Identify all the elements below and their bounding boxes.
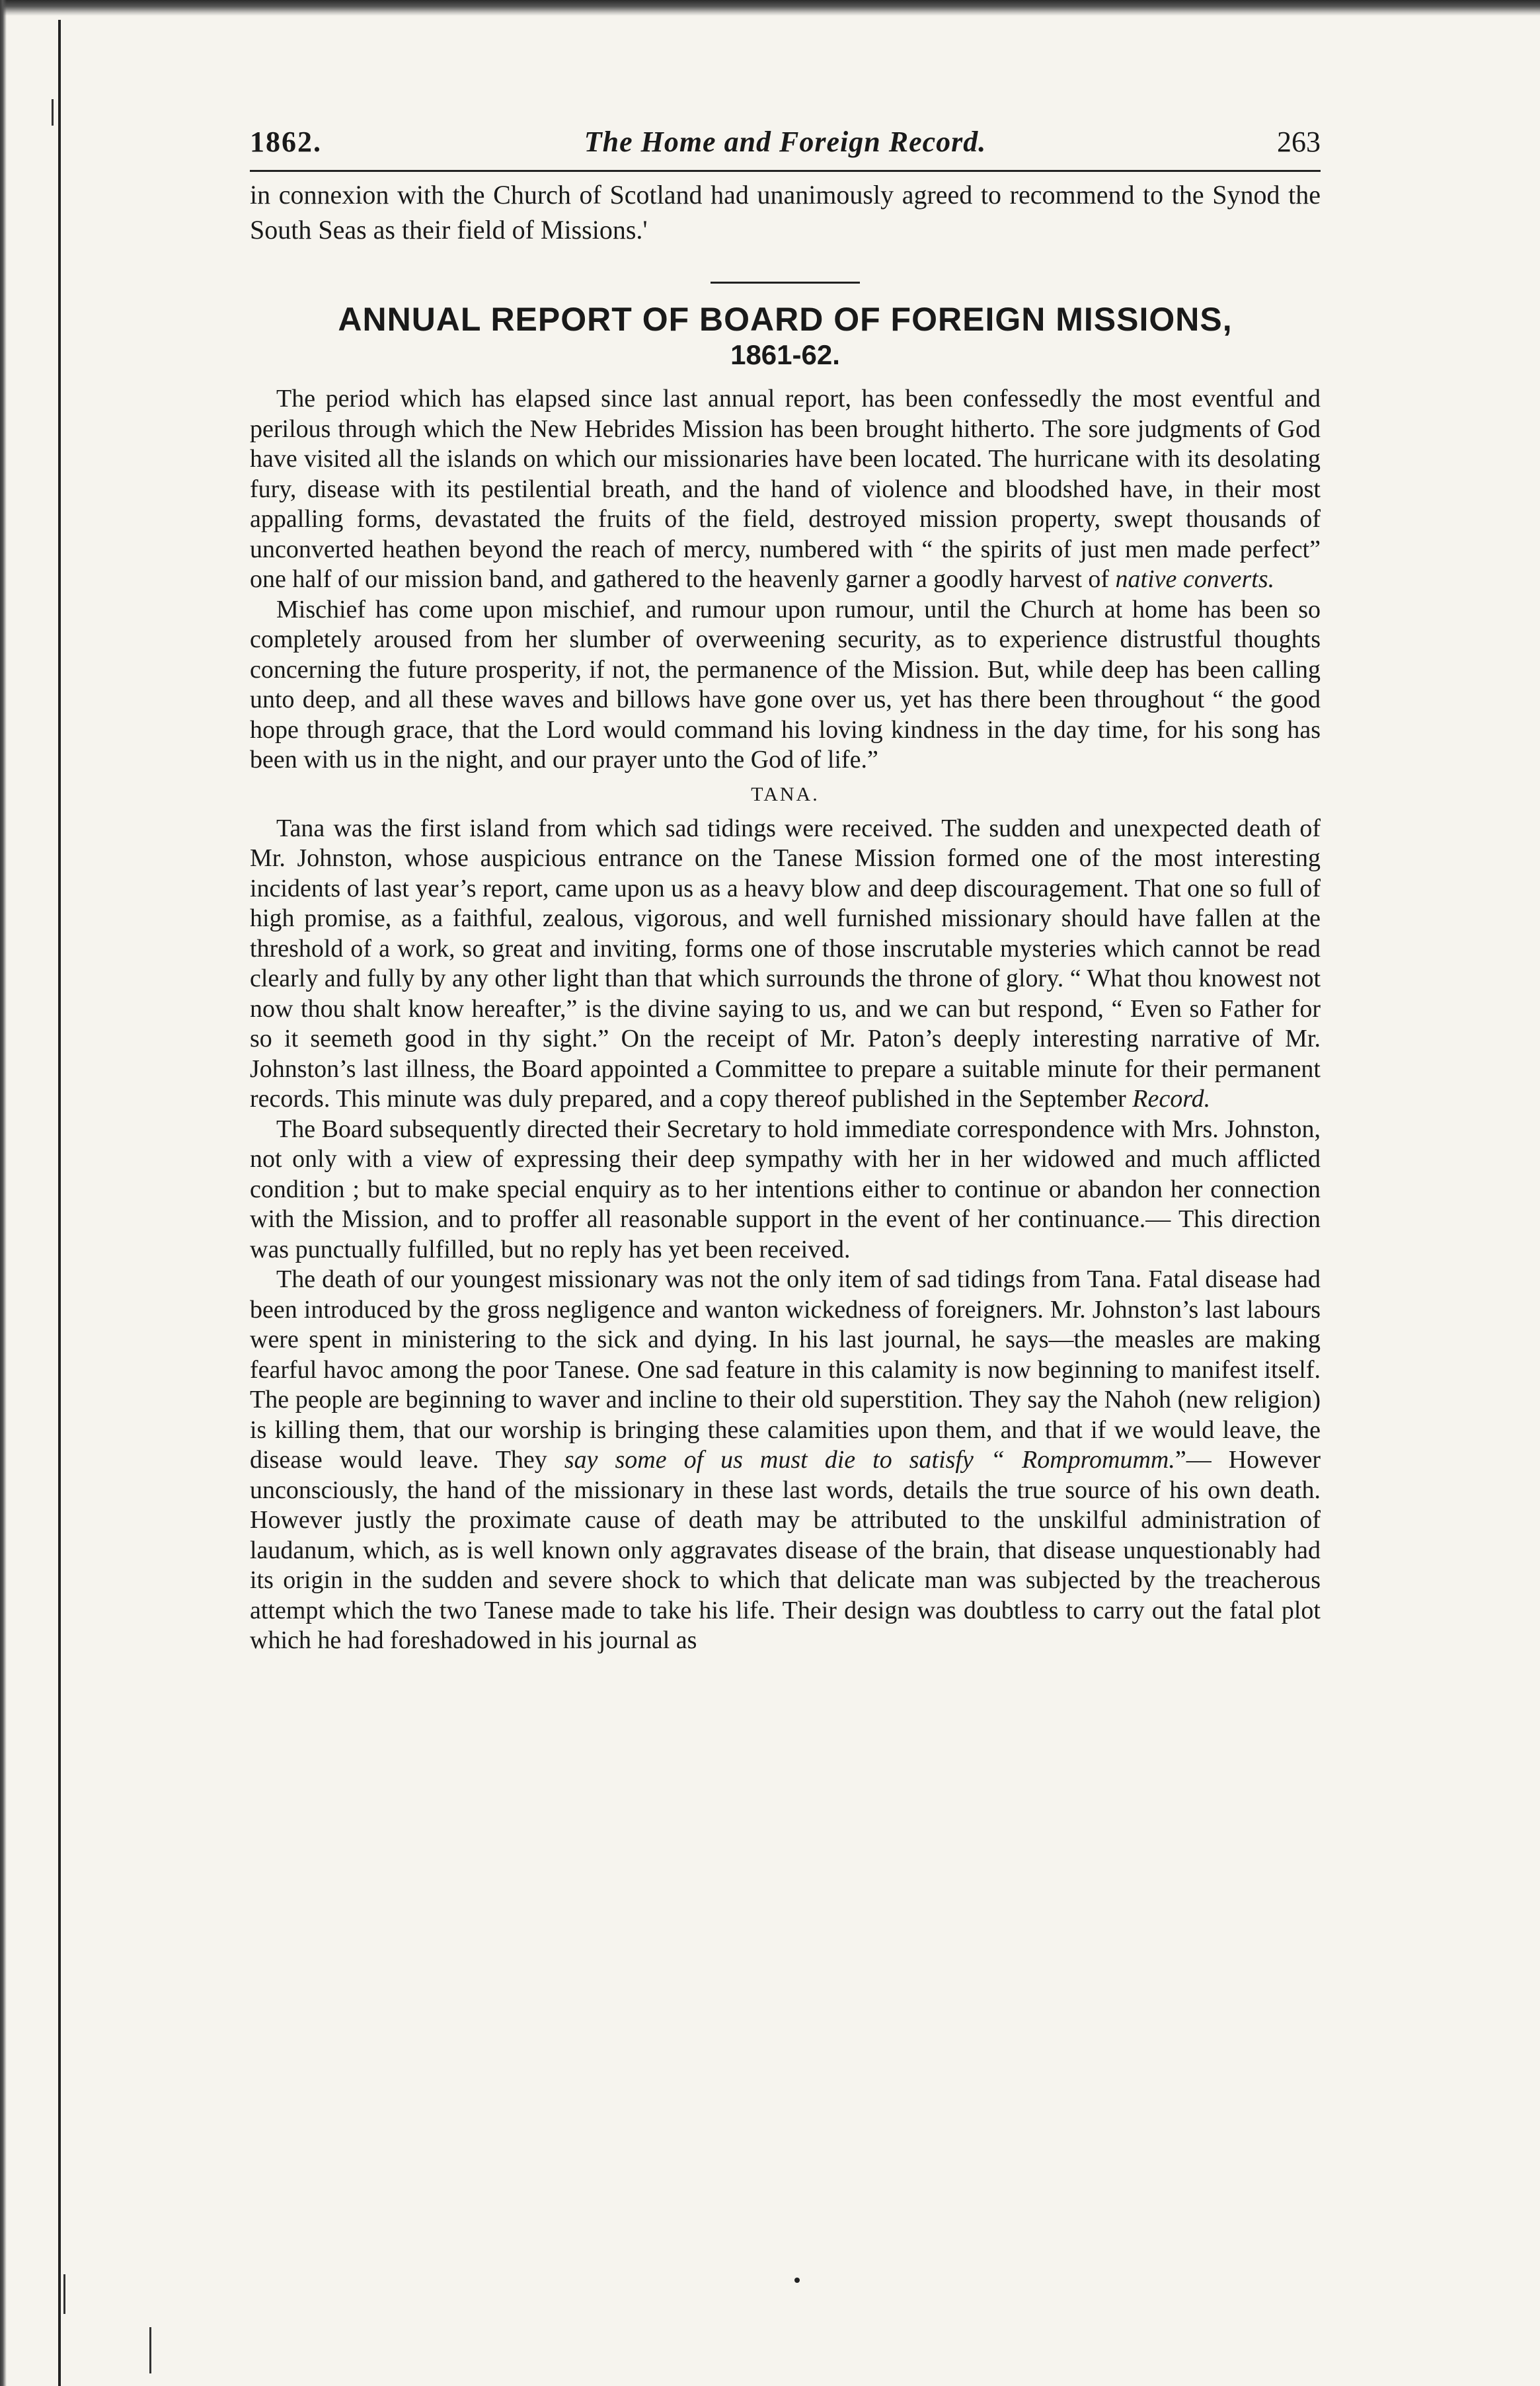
tana-paragraph: The Board subsequently directed their Secretary to hold immediate correspondence with Mrs. Johnston, not only with a view of expressing their deep sympathy with her in her widowed and much afflicted condition ; but to make special enquiry as to her intentions either to continue or abandon her connection with the Mission, and to proffer all reasonable support in the event of her continuance.— This direction was punctually fulfilled, but no reply has yet been received. [250, 1115, 1321, 1263]
header-rule [250, 170, 1321, 172]
print-speck [794, 2278, 800, 2283]
document-page [250, 122, 1321, 1656]
report-paragraph-text: The period which has elapsed since last annual report, has been confessedly the most eventful and perilous through which the New Hebrides Mission has been brought hitherto. The sore judgments of God have visited all the islands on which our missionaries have been located. The hurricane with its desolating fury, disease with its pestilential breath, and the hand of violence and bloodshed have, in their most appalling forms, devastated the fruits of the field, destroyed mission property, swept thousands of unconverted heathen beyond the reach of mercy, numbered with “ the spirits of just men made perfect” one half of our mission band, and gathered to the heavenly garner a goodly harvest of [250, 385, 1321, 593]
section-divider [711, 282, 860, 284]
tana-paragraph [250, 1265, 1321, 1656]
tana-paragraph-text: Tana was the first island from which sad tidings were received. The sudden and unexpected death of Mr. Johnston, whose auspicious entrance on the Tanese Mission formed one of the most interesting incidents of last year’s report, came upon us as a heavy blow and deep discouragement. That one so full of high promise, as a faithful, zealous, vigorous, and well furnished missionary should have fallen at the threshold of a work, so great and inviting, forms one of those inscrutable mysteries which cannot be read clearly and fully by any other light than that which surrounds the throne of glory. “ What thou knowest not now thou shalt know hereafter,” is the divine saying to us, and we can but respond, “ Even so Father for so it seemeth good in thy sight.” On the receipt of Mr. Paton’s deeply interesting narrative of Mr. Johnston’s last illness, the Board appointed a Committee to prepare a suitable minute for their permanent records. This minute was duly prepared, and a copy thereof published in the September [250, 814, 1321, 1113]
header-page-number: 263 [1277, 126, 1321, 158]
tana-paragraph-italic: say some of us must die to satisfy “ Rompromumm. [564, 1446, 1175, 1474]
tana-paragraph-text: ”— However unconsciously, the hand of the missionary in these last words, details the true source of his own death. However justly the proximate cause of death may be attributed to the unskilful administration of laudanum, which, as is well known only aggravates disease of the brain, that disease unquestionably had its origin in the sudden and severe shock to which that delicate man was subjected by the treacherous attempt which the two Tanese made to take his life. Their design was doubtless to carry out the fatal plot which he had foreshadowed in his journal as [250, 1446, 1321, 1654]
gutter-mark [149, 2327, 151, 2373]
header-journal-title: The Home and Foreign Record. [584, 126, 987, 158]
tana-paragraph-italic: Record. [1132, 1085, 1211, 1113]
report-years: 1861-62. [730, 339, 840, 370]
scan-top-edge [0, 0, 1540, 16]
running-head [250, 122, 1321, 170]
scan-left-edge [0, 0, 26, 2386]
tana-paragraph [250, 814, 1321, 1115]
header-year: 1862. [250, 126, 322, 158]
intro-paragraph: in connexion with the Church of Scotland had unanimously agreed to recommend to the Synod the South Seas as their field of Missions.' [250, 180, 1321, 245]
report-paragraph: Mischief has come upon mischief, and rumour upon rumour, until the Church at home has been so completely aroused from her slumber of overweening security, as to experience distrustful thoughts concerning the future prosperity, if not, the permanence of the Mission. But, while deep has been calling unto deep, and all these waves and billows have gone over us, yet has there been throughout “ the good hope through grace, that the Lord would command his loving kindness in the day time, for his song has been with us in the night, and our prayer unto the God of life.” [250, 595, 1321, 774]
report-paragraph-italic: native converts. [1115, 565, 1275, 593]
tana-paragraph-text: The death of our youngest missionary was not the only item of sad tidings from Tana. Fatal disease had been introduced by the gross negligence and wanton wickedness of foreigners. Mr. Johnston’s last labours were spent in ministering to the sick and dying. In his last journal, he says—the measles are making fearful havoc among the poor Tanese. One sad feature in this calamity is now beginning to manifest itself. The people are beginning to waver and incline to their old superstition. They say the Nahoh (new religion) is killing them, that our worship is bringing these calamities upon them, and that if we would leave, the disease would leave. They [250, 1265, 1321, 1474]
binding-gutter-line [58, 20, 61, 2386]
tana-heading: TANA. [751, 783, 820, 805]
gutter-mark [52, 99, 54, 126]
gutter-mark [63, 2274, 65, 2314]
report-heading: ANNUAL REPORT OF BOARD OF FOREIGN MISSIONS, [338, 301, 1233, 338]
report-paragraph [250, 384, 1321, 595]
